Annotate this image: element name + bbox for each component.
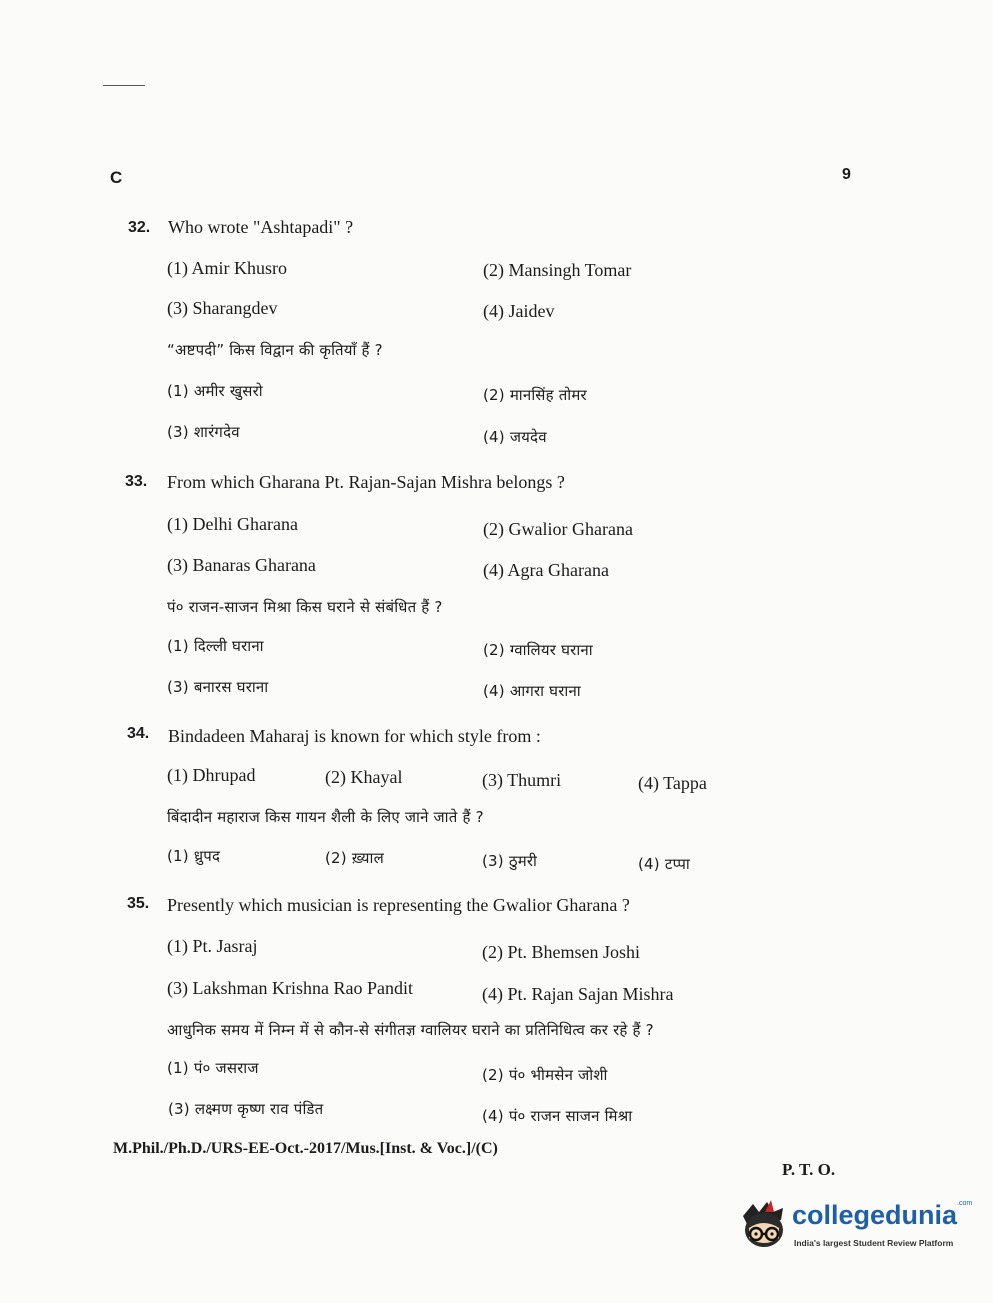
option-hi-1: (1) दिल्ली घराना (167, 637, 264, 655)
option-hi-3: (3) लक्ष्मण कृष्ण राव पंडित (168, 1100, 324, 1118)
option-hi-2: (2) पं० भीमसेन जोशी (482, 1066, 608, 1084)
question-text-hi: आधुनिक समय में निम्न में से कौन-से संगीतज्ञ ग्वालियर घराने का प्रतिनिधित्व कर रहे हैं ? (167, 1021, 654, 1039)
option-en-1: (1) Pt. Jasraj (167, 936, 258, 956)
question-text-hi: बिंदादीन महाराज किस गायन शैली के लिए जाने जाते हैं ? (167, 808, 484, 826)
pto-label: P. T. O. (782, 1160, 836, 1179)
option-en-2: (2) Khayal (325, 767, 403, 787)
question-number: 35. (127, 895, 150, 912)
question-number: 34. (127, 725, 150, 742)
collegedunia-watermark (737, 1196, 973, 1256)
option-hi-4: (4) पं० राजन साजन मिश्रा (482, 1107, 633, 1125)
option-hi-3: (3) बनारस घराना (167, 678, 269, 696)
brand-name (792, 1200, 972, 1231)
option-en-1: (1) Delhi Gharana (167, 514, 298, 534)
brand-tld: .com (957, 1200, 973, 1207)
page-number: 9 (842, 166, 851, 183)
option-en-2: (2) Gwalior Gharana (483, 519, 633, 539)
brand-tagline: India's largest Student Review Platform (794, 1238, 954, 1248)
option-hi-1: (1) अमीर खुसरो (167, 382, 263, 400)
question-text-hi: “अष्टपदी” किस विद्वान की कृतियाँ हैं ? (167, 341, 383, 359)
question-text-en: From which Gharana Pt. Rajan-Sajan Mishra belongs ? (167, 472, 565, 492)
option-hi-3: (3) शारंगदेव (167, 423, 240, 441)
question-text-en: Presently which musician is representing the Gwalior Gharana ? (167, 895, 630, 915)
option-en-2: (2) Mansingh Tomar (483, 260, 632, 280)
option-en-1: (1) Amir Khusro (167, 258, 287, 278)
option-hi-4: (4) जयदेव (483, 428, 547, 446)
paper-code: M.Phil./Ph.D./URS-EE-Oct.-2017/Mus.[Inst. & Voc.]/(C) (113, 1140, 498, 1157)
option-en-3: (3) Lakshman Krishna Rao Pandit (167, 978, 413, 998)
option-hi-3: (3) ठुमरी (482, 852, 538, 870)
question-number: 32. (128, 219, 151, 236)
set-letter: C (110, 168, 123, 187)
option-en-3: (3) Thumri (482, 770, 562, 790)
option-en-2: (2) Pt. Bhemsen Joshi (482, 942, 641, 962)
option-en-1: (1) Dhrupad (167, 765, 256, 785)
top-rule (103, 85, 145, 86)
option-en-4: (4) Tappa (638, 773, 707, 793)
option-en-4: (4) Agra Gharana (483, 560, 609, 580)
option-en-3: (3) Banaras Gharana (167, 555, 316, 575)
question-text-hi: पं० राजन-साजन मिश्रा किस घराने से संबंधित हैं ? (167, 598, 443, 616)
option-hi-2: (2) ग्वालियर घराना (483, 641, 593, 659)
option-en-3: (3) Sharangdev (167, 298, 278, 318)
option-hi-1: (1) ध्रुपद (167, 847, 221, 865)
question-number: 33. (125, 473, 148, 490)
question-text-en: Bindadeen Maharaj is known for which style from : (168, 726, 541, 746)
option-hi-2: (2) मानसिंह तोमर (483, 386, 587, 404)
option-hi-4: (4) आगरा घराना (483, 682, 581, 700)
option-en-4: (4) Pt. Rajan Sajan Mishra (482, 984, 674, 1004)
question-text-en: Who wrote "Ashtapadi" ? (168, 217, 354, 237)
option-en-4: (4) Jaidev (483, 301, 555, 321)
brand-text: collegedunia (792, 1200, 958, 1230)
option-hi-1: (1) पं० जसराज (167, 1059, 259, 1077)
option-hi-2: (2) ख़्याल (325, 849, 384, 867)
option-hi-4: (4) टप्पा (638, 855, 691, 873)
mascot-icon (737, 1198, 791, 1254)
